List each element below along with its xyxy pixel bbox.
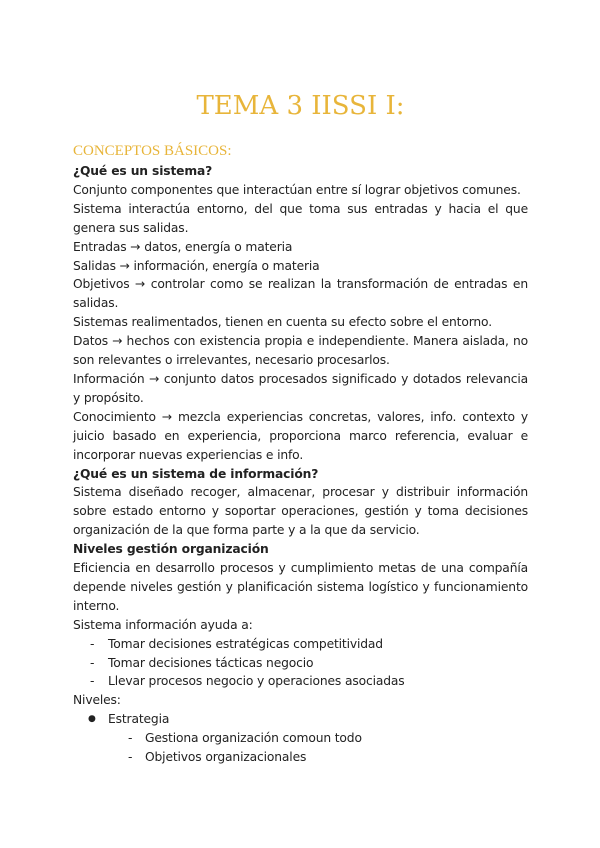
paragraph: Sistemas realimentados, tienen en cuenta su efecto sobre el entorno.: [73, 315, 492, 330]
paragraph: Entradas → datos, energía o materia: [73, 239, 293, 254]
paragraph: Objetivos → controlar como se realizan la transformación de entradas en salidas.: [73, 277, 528, 311]
paragraph: Conjunto componentes que interactúan entre sí lograr objetivos comunes.: [73, 182, 521, 197]
paragraph: Datos → hechos con existencia propia e independiente. Manera aislada, no son relevantes o irrelevantes, necesario procesarlos.: [73, 334, 528, 368]
question-heading-sistema: ¿Qué es un sistema?: [73, 164, 213, 178]
paragraph: Conocimiento → mezcla experiencias concretas, valores, info. contexto y juicio basado en experiencia, proporciona marco referencia, evaluar e incorporar nuevas experiencias e info.: [73, 409, 528, 462]
paragraph: Eficiencia en desarrollo procesos y cumplimiento metas de una compañía depende niveles gestión y planificación sistema logístico y funcionamiento interno.: [73, 561, 528, 613]
paragraph: Sistema información ayuda a:: [73, 617, 253, 632]
document-title: TEMA 3 IISSI I:: [196, 91, 405, 121]
list-item: - Gestiona organización comoun todo: [73, 729, 528, 748]
question-heading-sistema-informacion: ¿Qué es un sistema de información?: [73, 466, 319, 481]
paragraph: Niveles:: [73, 693, 121, 708]
dash-list: [73, 635, 528, 692]
bullet-item-estrategia: ● Estrategia: [73, 710, 528, 729]
paragraph: Información → conjunto datos procesados significado y dotados relevancia y propósito.: [73, 371, 528, 405]
sub-dash-list: [73, 729, 528, 767]
list-item: - Objetivos organizacionales: [73, 748, 528, 767]
paragraph: Sistema diseñado recoger, almacenar, procesar y distribuir información sobre estado entorno y soportar operaciones, gestión y toma decisiones organización de la que forma parte y a la que da servicio.: [73, 485, 528, 538]
list-item: - Llevar procesos negocio y operaciones asociadas: [73, 672, 528, 691]
list-item: - Tomar decisiones estratégicas competitividad: [73, 635, 528, 654]
bullet-list: [73, 710, 528, 729]
section-subtitle: CONCEPTOS BÁSICOS:: [73, 143, 232, 159]
paragraph: Salidas → información, energía o materia: [73, 258, 320, 273]
heading-niveles-gestion: Niveles gestión organización: [73, 542, 269, 557]
document-body: [73, 162, 528, 767]
paragraph: Sistema interactúa entorno, del que toma sus entradas y hacia el que genera sus salidas.: [73, 201, 528, 235]
list-item: - Tomar decisiones tácticas negocio: [73, 654, 528, 673]
